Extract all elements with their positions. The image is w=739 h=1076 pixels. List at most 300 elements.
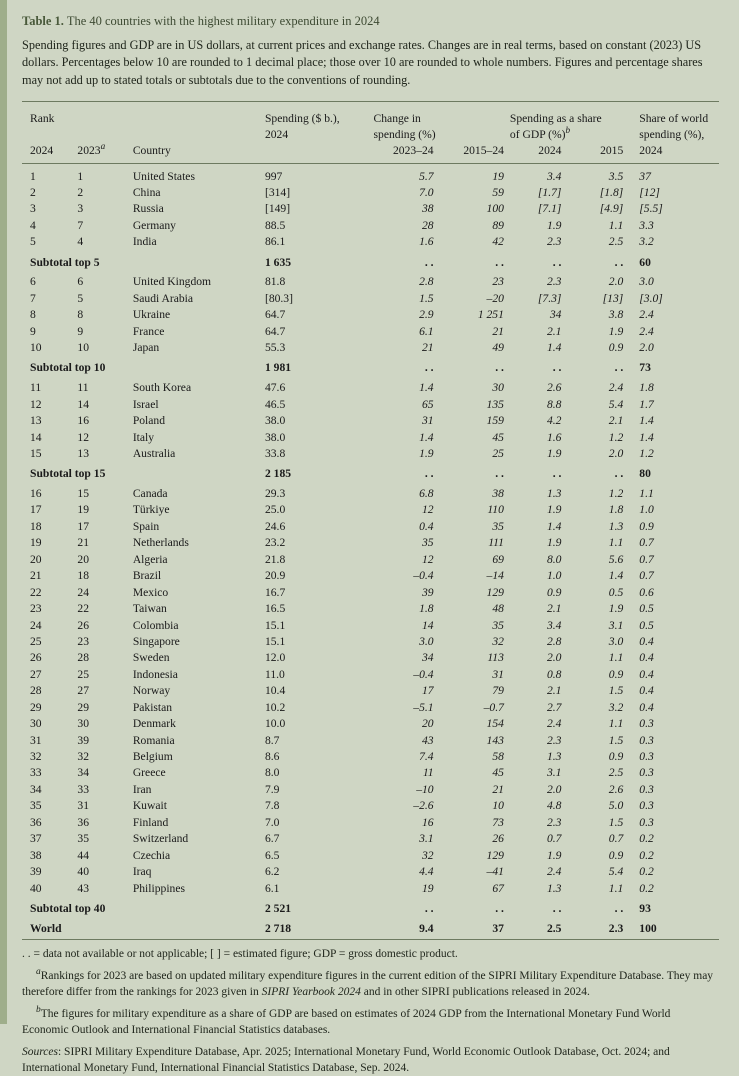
row-gdp-2024: 2.4 <box>546 717 562 731</box>
row-rank-2024: 27 <box>30 667 42 681</box>
row-gdp-2015: 2.4 <box>608 381 624 395</box>
row-gdp-2015: 2.3 <box>608 922 624 936</box>
row-change-2015-24: 31 <box>492 667 504 681</box>
row-spending: 6.2 <box>264 865 280 879</box>
table-row <box>22 815 719 831</box>
row-world-share: 80 <box>639 467 651 481</box>
row-rank-2024: 19 <box>30 536 42 550</box>
row-change-2015-24: 100 <box>486 202 504 216</box>
row-change-2023-24: . . <box>424 467 434 481</box>
row-gdp-2024: [7.1] <box>537 202 562 216</box>
table-row <box>22 413 719 429</box>
row-change-2023-24: 2.8 <box>419 275 434 289</box>
row-gdp-2024: 4.8 <box>546 799 562 813</box>
row-world-share: 0.9 <box>639 519 654 533</box>
row-gdp-2024: 2.4 <box>546 865 562 879</box>
row-spending: 2 185 <box>264 467 292 481</box>
row-spending: 46.5 <box>264 397 286 411</box>
row-change-2023-24: . . <box>424 361 434 375</box>
table-row <box>22 700 719 716</box>
row-gdp-2015: 1.9 <box>608 324 624 338</box>
row-gdp-2015: 1.1 <box>608 717 624 731</box>
row-gdp-2024: 1.9 <box>546 218 562 232</box>
row-change-2015-24: 154 <box>486 717 504 731</box>
row-gdp-2024: 2.1 <box>546 602 562 616</box>
row-world-share: 1.7 <box>639 397 654 411</box>
row-world-share: 37 <box>639 169 651 183</box>
header-group-row-2 <box>22 126 719 143</box>
header-group-row <box>22 106 719 126</box>
row-country: Belgium <box>132 750 173 764</box>
row-rank-2023: 16 <box>77 414 89 428</box>
row-world-share: 0.3 <box>639 766 654 780</box>
row-gdp-2015: . . <box>614 361 624 375</box>
row-gdp-2024: 1.9 <box>546 503 562 517</box>
row-gdp-2015: 0.9 <box>608 667 624 681</box>
row-world-share: 0.3 <box>639 750 654 764</box>
row-country: Algeria <box>132 552 168 566</box>
row-spending: 16.7 <box>264 585 286 599</box>
row-spending: [314] <box>264 185 291 199</box>
table-row <box>22 486 719 503</box>
header-country-spacer <box>133 106 265 126</box>
row-country: United Kingdom <box>132 275 212 289</box>
row-change-2015-24: 19 <box>492 169 504 183</box>
row-change-2023-24: 43 <box>421 733 434 747</box>
row-world-share: 0.3 <box>639 815 654 829</box>
row-rank-2023: 11 <box>77 381 89 395</box>
row-gdp-2024: 2.6 <box>546 381 562 395</box>
row-gdp-2015: 1.1 <box>608 218 624 232</box>
header-change-2015-24: 2015–24 <box>463 144 504 158</box>
row-world-share: 0.6 <box>639 585 654 599</box>
row-change-2015-24: 67 <box>492 881 504 895</box>
row-change-2015-24: 113 <box>487 651 504 665</box>
row-rank-2023: 22 <box>77 602 89 616</box>
row-gdp-2024: 1.9 <box>546 536 562 550</box>
note-a-yearbook-title: SIPRI Yearbook 2024 <box>261 986 361 999</box>
row-spending: 88.5 <box>264 218 286 232</box>
row-change-2015-24: 129 <box>486 848 504 862</box>
row-change-2023-24: 65 <box>421 397 434 411</box>
row-change-2023-24: 35 <box>421 536 434 550</box>
row-country: Greece <box>132 766 166 780</box>
row-country: Spain <box>132 519 160 533</box>
row-rank-2023: 29 <box>77 700 89 714</box>
row-rank-2023: 14 <box>77 397 89 411</box>
row-change-2015-24: 129 <box>486 585 504 599</box>
row-world-share: 0.3 <box>639 733 654 747</box>
row-spending: 21.8 <box>264 552 286 566</box>
row-country: China <box>132 185 161 199</box>
row-rank-2023: 23 <box>77 634 89 648</box>
table-row <box>22 848 719 864</box>
header-spending-group-2: 2024 <box>264 128 289 142</box>
header-rank-2024: 2024 <box>30 144 54 158</box>
header-gdp-group-2-text: of GDP (%) <box>509 128 566 142</box>
row-country: Switzerland <box>132 832 189 846</box>
row-rank-2024: 39 <box>30 865 42 879</box>
note-b-marker: b <box>36 1005 41 1016</box>
row-gdp-2024: 2.5 <box>546 922 562 936</box>
row-gdp-2024: 1.3 <box>546 750 562 764</box>
header-rank-group: Rank <box>30 111 55 125</box>
row-rank-2024: 18 <box>30 519 42 533</box>
row-change-2023-24: –0.4 <box>413 569 434 583</box>
row-gdp-2015: 1.5 <box>608 733 624 747</box>
row-change-2015-24: 159 <box>486 414 504 428</box>
row-change-2015-24: . . <box>495 901 504 915</box>
note-a-text-2: and in other SIPRI publications released in 2024. <box>360 986 590 999</box>
row-change-2023-24: 31 <box>421 414 434 428</box>
row-country: Türkiye <box>132 503 170 517</box>
row-country: Russia <box>132 202 164 216</box>
table-row <box>22 782 719 798</box>
row-country: Czechia <box>132 848 171 862</box>
row-gdp-2015: 1.1 <box>608 881 624 895</box>
row-change-2015-24: 89 <box>492 218 504 232</box>
row-country: Mexico <box>132 585 169 599</box>
row-spending: 81.8 <box>264 275 286 289</box>
table-row <box>22 634 719 650</box>
row-change-2015-24: 42 <box>492 235 504 249</box>
row-spending: 997 <box>264 169 283 183</box>
row-change-2023-24: 17 <box>421 684 434 698</box>
table-title-text: The 40 countries with the highest military expenditure in 2024 <box>66 14 380 28</box>
row-spending: 29.3 <box>264 487 286 501</box>
row-change-2023-24: . . <box>424 255 434 269</box>
row-world-share: 0.5 <box>639 618 654 632</box>
row-world-share: 0.3 <box>639 782 654 796</box>
table-row <box>22 291 719 307</box>
row-change-2023-24: 12 <box>421 503 434 517</box>
row-change-2023-24: –0.4 <box>413 667 434 681</box>
row-rank-2024: 36 <box>30 815 42 829</box>
row-gdp-2024: 2.3 <box>546 733 562 747</box>
row-country: United States <box>132 169 195 183</box>
row-gdp-2015: 5.4 <box>608 865 624 879</box>
row-gdp-2024: 2.7 <box>546 700 562 714</box>
row-spending: 8.7 <box>264 733 280 747</box>
row-country: Iraq <box>132 865 152 879</box>
page-title <box>22 14 719 30</box>
row-country: Canada <box>132 487 168 501</box>
row-change-2023-24: 32 <box>421 848 434 862</box>
row-spending: 8.6 <box>264 750 280 764</box>
row-gdp-2024: 2.1 <box>546 324 562 338</box>
row-gdp-2024: 1.3 <box>546 881 562 895</box>
row-rank-2023: 15 <box>77 487 89 501</box>
row-change-2015-24: 1 251 <box>477 308 504 322</box>
row-gdp-2024: 8.0 <box>546 552 562 566</box>
row-country: Germany <box>132 218 176 232</box>
header-gdp-footnote-marker: b <box>565 125 571 136</box>
row-change-2023-24: 6.8 <box>419 487 434 501</box>
row-country: France <box>132 324 165 338</box>
header-world-share-3: 2024 <box>639 144 663 158</box>
row-rank-2023: 10 <box>77 341 89 355</box>
military-expenditure-table <box>22 101 719 940</box>
row-spending: 33.8 <box>264 446 286 460</box>
row-change-2023-24: –5.1 <box>413 700 434 714</box>
row-change-2015-24: 23 <box>492 275 504 289</box>
row-rank-2024: 38 <box>30 848 42 862</box>
table-row-world <box>22 920 719 940</box>
page-left-rule <box>0 0 7 1024</box>
row-gdp-2024: . . <box>552 361 562 375</box>
row-change-2015-24: 48 <box>492 602 504 616</box>
row-gdp-2024: 2.0 <box>546 651 562 665</box>
row-change-2023-24: 6.1 <box>419 324 434 338</box>
row-gdp-2015: 1.1 <box>608 651 624 665</box>
row-change-2015-24: –14 <box>486 569 504 583</box>
row-world-share: 100 <box>639 922 657 936</box>
row-rank-2024: 22 <box>30 585 42 599</box>
row-change-2023-24: 9.4 <box>419 922 434 936</box>
row-spending: 7.0 <box>264 815 280 829</box>
row-gdp-2015: 1.8 <box>608 503 624 517</box>
row-rank-2023: 44 <box>77 848 89 862</box>
header-gdp-group-1: Spending as a share <box>509 111 602 125</box>
row-country: Kuwait <box>132 799 167 813</box>
note-b-text: The figures for military expenditure as a share of GDP are based on estimates of 2024 GDP from the International Monetary Fund World Economic Outlook and International Financial Statistics databases. <box>22 1007 671 1036</box>
row-spending: 8.0 <box>264 766 280 780</box>
row-change-2023-24: 20 <box>421 717 434 731</box>
row-gdp-2015: 2.5 <box>608 235 624 249</box>
table-row <box>22 397 719 413</box>
row-change-2023-24: 12 <box>421 552 434 566</box>
row-change-2015-24: 73 <box>492 815 504 829</box>
row-change-2023-24: 7.4 <box>419 750 434 764</box>
table-body <box>22 168 719 939</box>
note-a-marker: a <box>36 967 41 978</box>
row-subtotal-label: Subtotal top 10 <box>30 361 106 375</box>
row-change-2015-24: –0.7 <box>483 700 504 714</box>
note-a-text-1: Rankings for 2023 are based on updated military expenditure figures in the current edition of the SIPRI Military Expenditure Database. They may therefore differ from the rankings for 2023 given in <box>22 970 714 999</box>
table-row <box>22 274 719 291</box>
table-intro-note: Spending figures and GDP are in US dollars, at current prices and exchange rates. Changes are in real terms, based on constant (2023) US dollars. Percentages below 10 are rounded to 1 decimal place; those over 10 are rounded to whole numbers. Figures and percentage shares may not add up to stated totals or subtotals due to the conventions of rounding. <box>22 37 703 87</box>
row-rank-2023: 17 <box>77 519 89 533</box>
row-change-2023-24: 1.4 <box>419 430 434 444</box>
row-gdp-2024: 2.8 <box>546 634 562 648</box>
row-change-2023-24: 1.4 <box>419 381 434 395</box>
row-country: Pakistan <box>132 700 173 714</box>
row-change-2023-24: 1.9 <box>419 446 434 460</box>
row-gdp-2024: . . <box>552 901 562 915</box>
row-country: Ukraine <box>132 308 171 322</box>
row-world-share: 0.3 <box>639 799 654 813</box>
row-rank-2024: 7 <box>30 291 36 305</box>
row-rank-2024: 28 <box>30 684 42 698</box>
row-rank-2023: 28 <box>77 651 89 665</box>
row-spending: 7.8 <box>264 799 280 813</box>
row-change-2015-24: 25 <box>492 446 504 460</box>
row-change-2023-24: 2.9 <box>419 308 434 322</box>
row-gdp-2015: [13] <box>602 291 624 305</box>
row-world-share: 1.2 <box>639 446 654 460</box>
row-world-share: 1.0 <box>639 503 654 517</box>
row-country: Singapore <box>132 634 180 648</box>
row-world-share: [3.0] <box>639 291 663 305</box>
row-gdp-2015: 1.1 <box>608 536 624 550</box>
row-spending: 55.3 <box>264 341 286 355</box>
row-spending: 1 981 <box>264 361 292 375</box>
row-rank-2024: 14 <box>30 430 42 444</box>
table-row <box>22 798 719 814</box>
row-rank-2024: 23 <box>30 602 42 616</box>
row-country: India <box>132 235 157 249</box>
row-gdp-2024: [1.7] <box>537 185 562 199</box>
table-row <box>22 733 719 749</box>
row-change-2015-24: 38 <box>492 487 504 501</box>
row-rank-2024: 2 <box>30 185 36 199</box>
row-gdp-2024: . . <box>552 255 562 269</box>
row-country: Finland <box>132 815 169 829</box>
row-country: Sweden <box>132 651 170 665</box>
row-rank-2024: 5 <box>30 235 36 249</box>
row-rank-2023: 12 <box>77 430 89 444</box>
row-change-2015-24: 37 <box>492 922 504 936</box>
row-rank-2023: 3 <box>77 202 84 216</box>
table-row <box>22 168 719 184</box>
row-rank-2023: 13 <box>77 446 89 460</box>
row-spending: 38.0 <box>264 414 286 428</box>
row-gdp-2024: 2.1 <box>546 684 562 698</box>
table-row <box>22 864 719 880</box>
row-change-2023-24: 5.7 <box>419 169 434 183</box>
row-world-share: 93 <box>639 901 651 915</box>
row-country: Colombia <box>132 618 179 632</box>
row-subtotal-label: Subtotal top 5 <box>30 255 100 269</box>
row-rank-2023: 26 <box>77 618 89 632</box>
row-gdp-2015: . . <box>614 255 624 269</box>
row-change-2023-24: 1.6 <box>419 235 434 249</box>
row-gdp-2024: 2.0 <box>546 782 562 796</box>
row-country: South Korea <box>132 381 192 395</box>
header-spending-blank <box>265 143 372 164</box>
row-rank-2024: 35 <box>30 799 42 813</box>
row-gdp-2015: . . <box>614 467 624 481</box>
row-gdp-2015: 2.1 <box>608 414 624 428</box>
row-change-2023-24: 14 <box>421 618 434 632</box>
row-spending: 64.7 <box>264 324 286 338</box>
row-rank-2024: 6 <box>30 275 36 289</box>
note-a <box>22 969 719 1001</box>
row-rank-2024: 9 <box>30 324 36 338</box>
table-footer <box>22 940 719 941</box>
row-world-share: 0.4 <box>639 651 654 665</box>
row-spending: 12.0 <box>264 651 286 665</box>
row-rank-2023: 8 <box>77 308 84 322</box>
row-change-2023-24: 1.8 <box>419 602 434 616</box>
row-spending: 38.0 <box>264 430 286 444</box>
row-gdp-2024: 1.9 <box>546 446 562 460</box>
row-gdp-2015: 3.1 <box>608 618 624 632</box>
row-change-2023-24: 3.0 <box>419 634 434 648</box>
row-rank-2023: 43 <box>77 881 89 895</box>
row-gdp-2024: 8.8 <box>546 397 562 411</box>
row-world-share: [12] <box>639 185 660 199</box>
row-country: Netherlands <box>132 536 189 550</box>
table-row <box>22 307 719 323</box>
row-spending: 10.2 <box>264 700 286 714</box>
row-change-2015-24: 45 <box>492 430 504 444</box>
row-rank-2024: 40 <box>30 881 42 895</box>
row-rank-2023: 1 <box>77 169 84 183</box>
table-row-subtotal <box>22 897 719 920</box>
row-rank-2024: 33 <box>30 766 42 780</box>
row-gdp-2024: 1.0 <box>546 569 562 583</box>
row-spending: 6.7 <box>264 832 280 846</box>
table-row <box>22 601 719 617</box>
header-change-group-1: Change in <box>373 111 421 125</box>
table-row <box>22 340 719 356</box>
row-spending: 24.6 <box>264 519 286 533</box>
table-row <box>22 716 719 732</box>
row-rank-2024: 30 <box>30 717 42 731</box>
row-change-2015-24: 35 <box>492 618 504 632</box>
row-gdp-2024: 0.9 <box>546 585 562 599</box>
row-rank-2023: 21 <box>77 536 89 550</box>
row-change-2023-24: 19 <box>421 881 434 895</box>
row-world-share: 3.3 <box>639 218 654 232</box>
row-change-2023-24: 34 <box>421 651 434 665</box>
row-gdp-2015: . . <box>614 901 624 915</box>
header-gdp-2024: 2024 <box>538 144 562 158</box>
row-spending: 15.1 <box>264 618 286 632</box>
row-gdp-2024: 1.6 <box>546 430 562 444</box>
row-world-share: 0.5 <box>639 602 654 616</box>
row-country: Romania <box>132 733 175 747</box>
row-world-share: 3.0 <box>639 275 654 289</box>
row-country: Australia <box>132 446 176 460</box>
row-spending: 6.5 <box>264 848 280 862</box>
row-country: Poland <box>132 414 166 428</box>
row-rank-2024: 17 <box>30 503 42 517</box>
row-rank-2024: 21 <box>30 569 42 583</box>
row-subtotal-label: Subtotal top 40 <box>30 901 106 915</box>
row-rank-2023: 34 <box>77 766 89 780</box>
row-gdp-2015: 2.0 <box>608 275 624 289</box>
row-gdp-2024: 3.4 <box>546 618 562 632</box>
row-change-2015-24: 21 <box>492 782 504 796</box>
table-row-subtotal <box>22 356 719 379</box>
table-row <box>22 519 719 535</box>
row-gdp-2024: 1.4 <box>546 341 562 355</box>
table-header <box>22 101 719 168</box>
row-rank-2023: 18 <box>77 569 89 583</box>
row-rank-2024: 20 <box>30 552 42 566</box>
table-row <box>22 446 719 462</box>
row-change-2015-24: 111 <box>488 536 504 550</box>
row-change-2015-24: 135 <box>486 397 504 411</box>
row-gdp-2024: 2.3 <box>546 275 562 289</box>
row-world-share: 1.1 <box>639 487 654 501</box>
row-world-share: 0.4 <box>639 684 654 698</box>
row-world-share: 0.2 <box>639 865 654 879</box>
row-rank-2024: 32 <box>30 750 42 764</box>
note-b <box>22 1007 719 1039</box>
row-gdp-2015: 0.5 <box>608 585 624 599</box>
row-rank-2023: 39 <box>77 733 89 747</box>
row-rank-2023: 19 <box>77 503 89 517</box>
table-row <box>22 617 719 633</box>
table-row-subtotal <box>22 462 719 485</box>
row-rank-2024: 37 <box>30 832 42 846</box>
row-rank-2023: 9 <box>77 324 84 338</box>
row-country: Iran <box>132 782 152 796</box>
row-rank-2024: 15 <box>30 446 42 460</box>
